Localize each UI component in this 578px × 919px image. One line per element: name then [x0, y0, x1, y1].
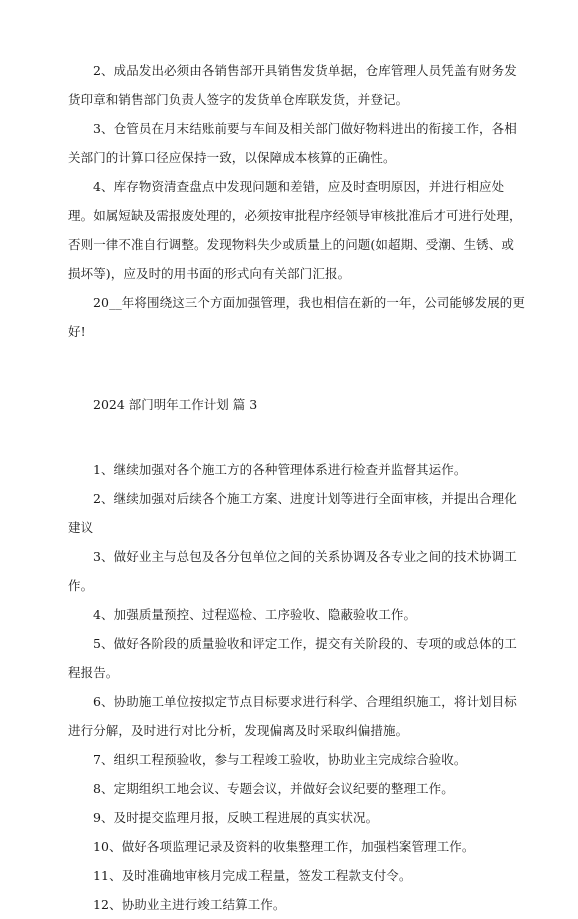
list-item: 11、及时准确地审核月完成工程量，签发工程款支付令。	[93, 868, 412, 883]
list-item: 2、继续加强对后续各个施工方案、进度计划等进行全面审核，并提出合理化建议	[68, 491, 517, 535]
list-item: 10、做好各项监理记录及资料的收集整理工作，加强档案管理工作。	[93, 839, 475, 854]
spacer	[68, 419, 526, 455]
list-item: 3、做好业主与总包及各分包单位之间的关系协调及各专业之间的技术协调工作。	[68, 549, 517, 593]
paragraph-closing: 20__年将围绕这三个方面加强管理，我也相信在新的一年，公司能够发展的更好!	[68, 295, 526, 339]
list-item: 5、做好各阶段的质量验收和评定工作，提交有关阶段的、专项的或总体的工程报告。	[68, 636, 517, 680]
list-item: 12、协助业主进行竣工结算工作。	[93, 897, 286, 912]
list-item: 6、协助施工单位按拟定节点目标要求进行科学、合理组织施工，将计划目标进行分解，及时进行对比分析，发现偏离及时采取纠偏措施。	[68, 694, 517, 738]
list-item: 7、组织工程预验收，参与工程竣工验收，协助业主完成综合验收。	[93, 752, 467, 767]
paragraph-item-2: 2、成品发出必须由各销售部开具销售发货单据，仓库管理人员凭盖有财务发货印章和销售部门负责人签字的发货单仓库联发货，并登记。	[68, 63, 517, 107]
paragraph-item-4: 4、库存物资清查盘点中发现问题和差错，应及时查明原因，并进行相应处理。如属短缺及需报废处理的，必须按审批程序经领导审核批准后才可进行处理，否则一律不准自行调整。发现物料失少或质量上的问题(如超期、受潮、生锈、或损坏等)，应及时的用书面的形式向有关部门汇报。	[68, 179, 522, 281]
spacer	[68, 346, 526, 390]
paragraph-item-3: 3、仓管员在月末结账前要与车间及相关部门做好物料进出的衔接工作，各相关部门的计算口径应保持一致，以保障成本核算的正确性。	[68, 121, 517, 165]
list-item: 4、加强质量预控、过程巡检、工序验收、隐蔽验收工作。	[93, 607, 417, 622]
section-heading: 2024 部门明年工作计划 篇 3	[93, 397, 258, 412]
section-warehouse-rules	[68, 0, 526, 346]
section-work-plan	[68, 455, 526, 919]
list-item: 9、及时提交监理月报，反映工程进展的真实状况。	[93, 810, 379, 825]
list-item: 1、继续加强对各个施工方的各种管理体系进行检查并监督其运作。	[93, 462, 467, 477]
list-item: 8、定期组织工地会议、专题会议，并做好会议纪要的整理工作。	[93, 781, 454, 796]
